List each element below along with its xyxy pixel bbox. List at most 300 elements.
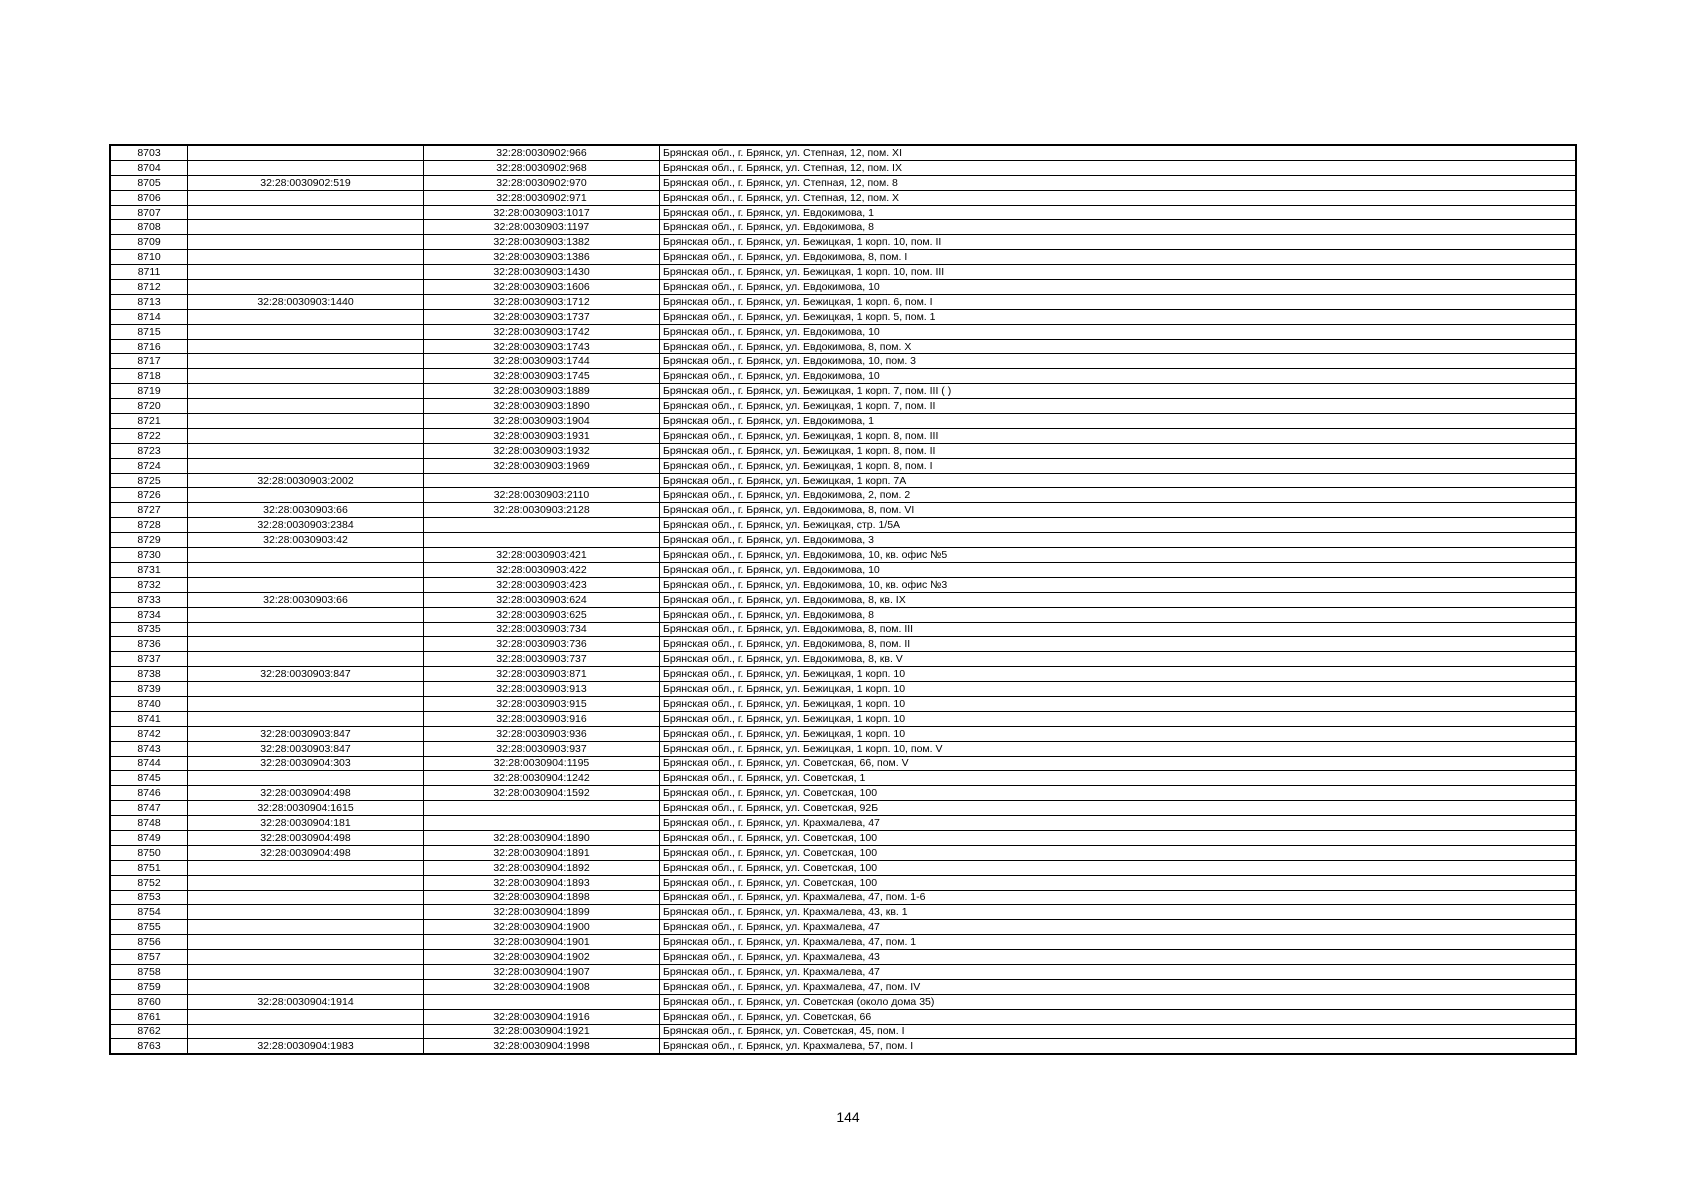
address-cell: Брянская обл., г. Брянск, ул. Евдокимова, 10, кв. офис №5 (660, 548, 1577, 563)
row-number-cell: 8709 (110, 235, 188, 250)
row-number-cell: 8723 (110, 443, 188, 458)
parent-cadastral-number-cell: 32:28:0030903:847 (188, 667, 424, 682)
row-number-cell: 8703 (110, 145, 188, 160)
cadastral-number-cell: 32:28:0030903:2110 (424, 488, 660, 503)
address-cell: Брянская обл., г. Брянск, ул. Крахмалева, 47 (660, 920, 1577, 935)
parent-cadastral-number-cell (188, 458, 424, 473)
table-row (110, 265, 1576, 280)
cadastral-number-cell: 32:28:0030904:1902 (424, 950, 660, 965)
cadastral-number-cell: 32:28:0030904:1900 (424, 920, 660, 935)
address-cell: Брянская обл., г. Брянск, ул. Евдокимова, 3 (660, 533, 1577, 548)
cadastral-number-cell: 32:28:0030902:968 (424, 160, 660, 175)
cadastral-number-cell: 32:28:0030904:1890 (424, 830, 660, 845)
address-cell: Брянская обл., г. Брянск, ул. Крахмалева, 47 (660, 816, 1577, 831)
table-row (110, 667, 1576, 682)
address-cell: Брянская обл., г. Брянск, ул. Советская, 45, пом. I (660, 1024, 1577, 1039)
address-cell: Брянская обл., г. Брянск, ул. Крахмалева, 43, кв. 1 (660, 905, 1577, 920)
address-cell: Брянская обл., г. Брянск, ул. Евдокимова, 10 (660, 280, 1577, 295)
cadastral-number-cell: 32:28:0030903:1430 (424, 265, 660, 280)
row-number-cell: 8734 (110, 607, 188, 622)
parent-cadastral-number-cell: 32:28:0030903:2384 (188, 518, 424, 533)
row-number-cell: 8749 (110, 830, 188, 845)
table-row (110, 443, 1576, 458)
table-row (110, 682, 1576, 697)
row-number-cell: 8733 (110, 592, 188, 607)
address-cell: Брянская обл., г. Брянск, ул. Советская, 100 (660, 830, 1577, 845)
parent-cadastral-number-cell: 32:28:0030903:2002 (188, 473, 424, 488)
table-row (110, 369, 1576, 384)
cadastral-number-cell: 32:28:0030903:1712 (424, 294, 660, 309)
table-row (110, 801, 1576, 816)
address-cell: Брянская обл., г. Брянск, ул. Бежицкая, 1 корп. 7, пом. III ( ) (660, 384, 1577, 399)
table-row (110, 488, 1576, 503)
cadastral-number-cell: 32:28:0030903:1744 (424, 354, 660, 369)
table-row (110, 860, 1576, 875)
cadastral-number-cell: 32:28:0030903:1889 (424, 384, 660, 399)
row-number-cell: 8760 (110, 994, 188, 1009)
parent-cadastral-number-cell (188, 250, 424, 265)
table-row (110, 935, 1576, 950)
parent-cadastral-number-cell (188, 354, 424, 369)
table-row (110, 607, 1576, 622)
row-number-cell: 8730 (110, 548, 188, 563)
parent-cadastral-number-cell (188, 652, 424, 667)
table-row (110, 339, 1576, 354)
row-number-cell: 8732 (110, 577, 188, 592)
table-row (110, 696, 1576, 711)
parent-cadastral-number-cell: 32:28:0030904:1615 (188, 801, 424, 816)
parent-cadastral-number-cell: 32:28:0030904:303 (188, 756, 424, 771)
row-number-cell: 8738 (110, 667, 188, 682)
address-cell: Брянская обл., г. Брянск, ул. Евдокимова, 10, кв. офис №3 (660, 577, 1577, 592)
parent-cadastral-number-cell (188, 875, 424, 890)
table-row (110, 533, 1576, 548)
table-row (110, 384, 1576, 399)
parent-cadastral-number-cell (188, 905, 424, 920)
address-cell: Брянская обл., г. Брянск, ул. Евдокимова, 10 (660, 369, 1577, 384)
row-number-cell: 8726 (110, 488, 188, 503)
table-row (110, 830, 1576, 845)
table-row (110, 309, 1576, 324)
table-row (110, 711, 1576, 726)
row-number-cell: 8713 (110, 294, 188, 309)
parent-cadastral-number-cell (188, 220, 424, 235)
table-row (110, 250, 1576, 265)
table-row (110, 458, 1576, 473)
cadastral-number-cell: 32:28:0030903:1606 (424, 280, 660, 295)
row-number-cell: 8728 (110, 518, 188, 533)
cadastral-number-cell: 32:28:0030902:966 (424, 145, 660, 160)
address-cell: Брянская обл., г. Брянск, ул. Евдокимова, 2, пом. 2 (660, 488, 1577, 503)
table-row (110, 964, 1576, 979)
table-row (110, 354, 1576, 369)
cadastral-number-cell: 32:28:0030903:2128 (424, 503, 660, 518)
page-number: 144 (836, 1109, 860, 1125)
row-number-cell: 8722 (110, 428, 188, 443)
parent-cadastral-number-cell (188, 160, 424, 175)
parent-cadastral-number-cell (188, 607, 424, 622)
address-cell: Брянская обл., г. Брянск, ул. Степная, 12, пом. IX (660, 160, 1577, 175)
row-number-cell: 8751 (110, 860, 188, 875)
table-row (110, 220, 1576, 235)
address-cell: Брянская обл., г. Брянск, ул. Бежицкая, 1 корп. 8, пом. III (660, 428, 1577, 443)
row-number-cell: 8711 (110, 265, 188, 280)
table-row (110, 503, 1576, 518)
table-row (110, 741, 1576, 756)
parent-cadastral-number-cell (188, 950, 424, 965)
cadastral-number-cell: 32:28:0030904:1901 (424, 935, 660, 950)
address-cell: Брянская обл., г. Брянск, ул. Евдокимова, 8 (660, 220, 1577, 235)
cadastral-number-cell: 32:28:0030903:1932 (424, 443, 660, 458)
cadastral-number-cell: 32:28:0030904:1898 (424, 890, 660, 905)
parent-cadastral-number-cell (188, 414, 424, 429)
table-row (110, 280, 1576, 295)
row-number-cell: 8712 (110, 280, 188, 295)
row-number-cell: 8739 (110, 682, 188, 697)
row-number-cell: 8735 (110, 622, 188, 637)
address-cell: Брянская обл., г. Брянск, ул. Крахмалева, 57, пом. I (660, 1039, 1577, 1054)
address-cell: Брянская обл., г. Брянск, ул. Крахмалева, 43 (660, 950, 1577, 965)
parent-cadastral-number-cell (188, 1024, 424, 1039)
cadastral-number-cell (424, 533, 660, 548)
parent-cadastral-number-cell (188, 309, 424, 324)
cadastral-number-cell: 32:28:0030904:1921 (424, 1024, 660, 1039)
address-cell: Брянская обл., г. Брянск, ул. Бежицкая, 1 корп. 6, пом. I (660, 294, 1577, 309)
cadastral-number-cell: 32:28:0030902:970 (424, 175, 660, 190)
row-number-cell: 8706 (110, 190, 188, 205)
row-number-cell: 8762 (110, 1024, 188, 1039)
address-cell: Брянская обл., г. Брянск, ул. Советская, 1 (660, 771, 1577, 786)
row-number-cell: 8741 (110, 711, 188, 726)
address-cell: Брянская обл., г. Брянск, ул. Степная, 12, пом. XI (660, 145, 1577, 160)
table-row (110, 905, 1576, 920)
parent-cadastral-number-cell: 32:28:0030903:1440 (188, 294, 424, 309)
row-number-cell: 8750 (110, 845, 188, 860)
cadastral-number-cell: 32:28:0030903:913 (424, 682, 660, 697)
table-row (110, 190, 1576, 205)
table-row (110, 160, 1576, 175)
row-number-cell: 8717 (110, 354, 188, 369)
cadastral-number-cell (424, 801, 660, 816)
row-number-cell: 8761 (110, 1009, 188, 1024)
address-cell: Брянская обл., г. Брянск, ул. Советская, 92Б (660, 801, 1577, 816)
row-number-cell: 8756 (110, 935, 188, 950)
parent-cadastral-number-cell: 32:28:0030904:498 (188, 830, 424, 845)
parent-cadastral-number-cell (188, 696, 424, 711)
address-cell: Брянская обл., г. Брянск, ул. Евдокимова, 10 (660, 324, 1577, 339)
row-number-cell: 8748 (110, 816, 188, 831)
row-number-cell: 8743 (110, 741, 188, 756)
cadastral-number-cell: 32:28:0030903:1743 (424, 339, 660, 354)
row-number-cell: 8758 (110, 964, 188, 979)
cadastral-number-cell (424, 473, 660, 488)
row-number-cell: 8753 (110, 890, 188, 905)
table-row (110, 324, 1576, 339)
address-cell: Брянская обл., г. Брянск, ул. Бежицкая, 1 корп. 7А (660, 473, 1577, 488)
address-cell: Брянская обл., г. Брянск, ул. Советская, 100 (660, 860, 1577, 875)
parent-cadastral-number-cell (188, 384, 424, 399)
address-cell: Брянская обл., г. Брянск, ул. Бежицкая, 1 корп. 10 (660, 726, 1577, 741)
address-cell: Брянская обл., г. Брянск, ул. Советская (около дома 35) (660, 994, 1577, 1009)
cadastral-number-cell: 32:28:0030903:871 (424, 667, 660, 682)
parent-cadastral-number-cell (188, 145, 424, 160)
cadastral-number-cell: 32:28:0030904:1916 (424, 1009, 660, 1024)
parent-cadastral-number-cell: 32:28:0030904:1914 (188, 994, 424, 1009)
row-number-cell: 8721 (110, 414, 188, 429)
parent-cadastral-number-cell (188, 920, 424, 935)
address-cell: Брянская обл., г. Брянск, ул. Советская, 66, пом. V (660, 756, 1577, 771)
parent-cadastral-number-cell (188, 935, 424, 950)
cadastral-number-cell: 32:28:0030903:423 (424, 577, 660, 592)
parent-cadastral-number-cell (188, 339, 424, 354)
cadastral-number-cell: 32:28:0030903:1969 (424, 458, 660, 473)
row-number-cell: 8710 (110, 250, 188, 265)
row-number-cell: 8757 (110, 950, 188, 965)
cadastral-number-cell: 32:28:0030903:1890 (424, 399, 660, 414)
cadastral-number-cell: 32:28:0030903:624 (424, 592, 660, 607)
table-row (110, 756, 1576, 771)
address-cell: Брянская обл., г. Брянск, ул. Бежицкая, 1 корп. 10, пом. II (660, 235, 1577, 250)
address-cell: Брянская обл., г. Брянск, ул. Степная, 12, пом. X (660, 190, 1577, 205)
parent-cadastral-number-cell (188, 324, 424, 339)
cadastral-number-cell: 32:28:0030903:421 (424, 548, 660, 563)
address-cell: Брянская обл., г. Брянск, ул. Советская, 66 (660, 1009, 1577, 1024)
cadastral-number-cell (424, 994, 660, 1009)
parent-cadastral-number-cell (188, 428, 424, 443)
cadastral-number-cell: 32:28:0030904:1899 (424, 905, 660, 920)
table-row (110, 428, 1576, 443)
address-cell: Брянская обл., г. Брянск, ул. Крахмалева, 47, пом. 1 (660, 935, 1577, 950)
table-row (110, 950, 1576, 965)
row-number-cell: 8719 (110, 384, 188, 399)
cadastral-number-cell: 32:28:0030903:1737 (424, 309, 660, 324)
parent-cadastral-number-cell (188, 205, 424, 220)
row-number-cell: 8716 (110, 339, 188, 354)
address-cell: Брянская обл., г. Брянск, ул. Бежицкая, 1 корп. 8, пом. II (660, 443, 1577, 458)
parent-cadastral-number-cell (188, 890, 424, 905)
address-cell: Брянская обл., г. Брянск, ул. Бежицкая, 1 корп. 10 (660, 696, 1577, 711)
row-number-cell: 8737 (110, 652, 188, 667)
parent-cadastral-number-cell (188, 711, 424, 726)
table-row (110, 890, 1576, 905)
cadastral-number-cell: 32:28:0030903:737 (424, 652, 660, 667)
address-cell: Брянская обл., г. Брянск, ул. Бежицкая, 1 корп. 7, пом. II (660, 399, 1577, 414)
parent-cadastral-number-cell: 32:28:0030904:181 (188, 816, 424, 831)
cadastral-number-cell: 32:28:0030904:1592 (424, 786, 660, 801)
cadastral-number-cell: 32:28:0030903:734 (424, 622, 660, 637)
parent-cadastral-number-cell: 32:28:0030904:498 (188, 845, 424, 860)
cadastral-number-cell: 32:28:0030904:1892 (424, 860, 660, 875)
address-cell: Брянская обл., г. Брянск, ул. Крахмалева, 47 (660, 964, 1577, 979)
table-row (110, 726, 1576, 741)
row-number-cell: 8720 (110, 399, 188, 414)
parent-cadastral-number-cell (188, 548, 424, 563)
row-number-cell: 8705 (110, 175, 188, 190)
row-number-cell: 8714 (110, 309, 188, 324)
address-cell: Брянская обл., г. Брянск, ул. Советская, 100 (660, 786, 1577, 801)
table-row (110, 205, 1576, 220)
address-cell: Брянская обл., г. Брянск, ул. Евдокимова, 8 (660, 607, 1577, 622)
table-row (110, 577, 1576, 592)
table-row (110, 771, 1576, 786)
row-number-cell: 8740 (110, 696, 188, 711)
parent-cadastral-number-cell: 32:28:0030903:66 (188, 503, 424, 518)
table-row (110, 592, 1576, 607)
cadastral-number-cell: 32:28:0030904:1908 (424, 979, 660, 994)
row-number-cell: 8746 (110, 786, 188, 801)
table-row (110, 548, 1576, 563)
table-row (110, 637, 1576, 652)
table-row (110, 473, 1576, 488)
row-number-cell: 8736 (110, 637, 188, 652)
row-number-cell: 8718 (110, 369, 188, 384)
table-row (110, 294, 1576, 309)
cadastral-number-cell: 32:28:0030903:1931 (424, 428, 660, 443)
row-number-cell: 8708 (110, 220, 188, 235)
table-row (110, 518, 1576, 533)
table-row (110, 786, 1576, 801)
address-cell: Брянская обл., г. Брянск, ул. Степная, 12, пом. 8 (660, 175, 1577, 190)
row-number-cell: 8759 (110, 979, 188, 994)
cadastral-number-cell: 32:28:0030903:1017 (424, 205, 660, 220)
parent-cadastral-number-cell (188, 399, 424, 414)
cadastral-number-cell: 32:28:0030902:971 (424, 190, 660, 205)
parent-cadastral-number-cell (188, 488, 424, 503)
parent-cadastral-number-cell (188, 860, 424, 875)
cadastral-number-cell: 32:28:0030903:1197 (424, 220, 660, 235)
cadastral-number-cell: 32:28:0030903:1742 (424, 324, 660, 339)
address-cell: Брянская обл., г. Брянск, ул. Бежицкая, 1 корп. 5, пом. 1 (660, 309, 1577, 324)
address-cell: Брянская обл., г. Брянск, ул. Бежицкая, стр. 1/5А (660, 518, 1577, 533)
cadastral-number-cell: 32:28:0030903:936 (424, 726, 660, 741)
cadastral-number-cell: 32:28:0030904:1891 (424, 845, 660, 860)
address-cell: Брянская обл., г. Брянск, ул. Евдокимова, 8, пом. VI (660, 503, 1577, 518)
parent-cadastral-number-cell: 32:28:0030903:66 (188, 592, 424, 607)
parent-cadastral-number-cell: 32:28:0030903:847 (188, 741, 424, 756)
address-cell: Брянская обл., г. Брянск, ул. Евдокимова, 10, пом. 3 (660, 354, 1577, 369)
row-number-cell: 8725 (110, 473, 188, 488)
row-number-cell: 8715 (110, 324, 188, 339)
table-row (110, 1024, 1576, 1039)
parent-cadastral-number-cell (188, 369, 424, 384)
address-cell: Брянская обл., г. Брянск, ул. Советская, 100 (660, 875, 1577, 890)
parent-cadastral-number-cell: 32:28:0030902:519 (188, 175, 424, 190)
table-row (110, 920, 1576, 935)
address-cell: Брянская обл., г. Брянск, ул. Евдокимова, 8, пом. I (660, 250, 1577, 265)
table-row (110, 145, 1576, 160)
cadastral-number-cell: 32:28:0030903:915 (424, 696, 660, 711)
parent-cadastral-number-cell (188, 979, 424, 994)
address-cell: Брянская обл., г. Брянск, ул. Бежицкая, 1 корп. 10 (660, 682, 1577, 697)
address-cell: Брянская обл., г. Брянск, ул. Крахмалева, 47, пом. IV (660, 979, 1577, 994)
parent-cadastral-number-cell (188, 637, 424, 652)
row-number-cell: 8763 (110, 1039, 188, 1054)
row-number-cell: 8707 (110, 205, 188, 220)
table-row (110, 979, 1576, 994)
cadastral-number-cell: 32:28:0030903:1904 (424, 414, 660, 429)
row-number-cell: 8727 (110, 503, 188, 518)
table-row (110, 994, 1576, 1009)
address-cell: Брянская обл., г. Брянск, ул. Советская, 100 (660, 845, 1577, 860)
row-number-cell: 8704 (110, 160, 188, 175)
table-row (110, 399, 1576, 414)
address-cell: Брянская обл., г. Брянск, ул. Бежицкая, 1 корп. 10, пом. III (660, 265, 1577, 280)
parent-cadastral-number-cell: 32:28:0030903:42 (188, 533, 424, 548)
address-cell: Брянская обл., г. Брянск, ул. Евдокимова, 1 (660, 414, 1577, 429)
cadastral-number-cell: 32:28:0030904:1195 (424, 756, 660, 771)
cadastral-number-cell: 32:28:0030903:916 (424, 711, 660, 726)
cadastral-number-cell (424, 816, 660, 831)
table-row (110, 562, 1576, 577)
parent-cadastral-number-cell (188, 562, 424, 577)
parent-cadastral-number-cell (188, 265, 424, 280)
registry-table-body (110, 145, 1576, 1054)
row-number-cell: 8754 (110, 905, 188, 920)
address-cell: Брянская обл., г. Брянск, ул. Крахмалева, 47, пом. 1-6 (660, 890, 1577, 905)
parent-cadastral-number-cell (188, 190, 424, 205)
row-number-cell: 8747 (110, 801, 188, 816)
parent-cadastral-number-cell: 32:28:0030904:498 (188, 786, 424, 801)
parent-cadastral-number-cell (188, 443, 424, 458)
cadastral-number-cell (424, 518, 660, 533)
parent-cadastral-number-cell (188, 682, 424, 697)
cadastral-number-cell: 32:28:0030904:1242 (424, 771, 660, 786)
row-number-cell: 8744 (110, 756, 188, 771)
address-cell: Брянская обл., г. Брянск, ул. Евдокимова, 8, кв. IX (660, 592, 1577, 607)
address-cell: Брянская обл., г. Брянск, ул. Евдокимова, 8, пом. III (660, 622, 1577, 637)
registry-table (109, 144, 1577, 1055)
table-row (110, 845, 1576, 860)
cadastral-number-cell: 32:28:0030903:422 (424, 562, 660, 577)
cadastral-number-cell: 32:28:0030903:1382 (424, 235, 660, 250)
parent-cadastral-number-cell (188, 771, 424, 786)
parent-cadastral-number-cell (188, 622, 424, 637)
cadastral-number-cell: 32:28:0030904:1907 (424, 964, 660, 979)
table-row (110, 652, 1576, 667)
table-row (110, 1039, 1576, 1054)
cadastral-number-cell: 32:28:0030903:937 (424, 741, 660, 756)
cadastral-number-cell: 32:28:0030903:736 (424, 637, 660, 652)
table-row (110, 622, 1576, 637)
row-number-cell: 8731 (110, 562, 188, 577)
cadastral-number-cell: 32:28:0030904:1893 (424, 875, 660, 890)
table-row (110, 235, 1576, 250)
address-cell: Брянская обл., г. Брянск, ул. Евдокимова, 1 (660, 205, 1577, 220)
cadastral-number-cell: 32:28:0030903:625 (424, 607, 660, 622)
address-cell: Брянская обл., г. Брянск, ул. Бежицкая, 1 корп. 8, пом. I (660, 458, 1577, 473)
cadastral-number-cell: 32:28:0030904:1998 (424, 1039, 660, 1054)
parent-cadastral-number-cell (188, 964, 424, 979)
address-cell: Брянская обл., г. Брянск, ул. Бежицкая, 1 корп. 10, пом. V (660, 741, 1577, 756)
cadastral-number-cell: 32:28:0030903:1745 (424, 369, 660, 384)
address-cell: Брянская обл., г. Брянск, ул. Бежицкая, 1 корп. 10 (660, 711, 1577, 726)
address-cell: Брянская обл., г. Брянск, ул. Евдокимова, 8, кв. V (660, 652, 1577, 667)
parent-cadastral-number-cell (188, 280, 424, 295)
table-row (110, 816, 1576, 831)
row-number-cell: 8752 (110, 875, 188, 890)
address-cell: Брянская обл., г. Брянск, ул. Евдокимова, 8, пом. X (660, 339, 1577, 354)
row-number-cell: 8742 (110, 726, 188, 741)
row-number-cell: 8745 (110, 771, 188, 786)
parent-cadastral-number-cell (188, 1009, 424, 1024)
table-row (110, 1009, 1576, 1024)
table-row (110, 875, 1576, 890)
parent-cadastral-number-cell (188, 235, 424, 250)
address-cell: Брянская обл., г. Брянск, ул. Евдокимова, 10 (660, 562, 1577, 577)
table-row (110, 175, 1576, 190)
row-number-cell: 8755 (110, 920, 188, 935)
parent-cadastral-number-cell: 32:28:0030904:1983 (188, 1039, 424, 1054)
